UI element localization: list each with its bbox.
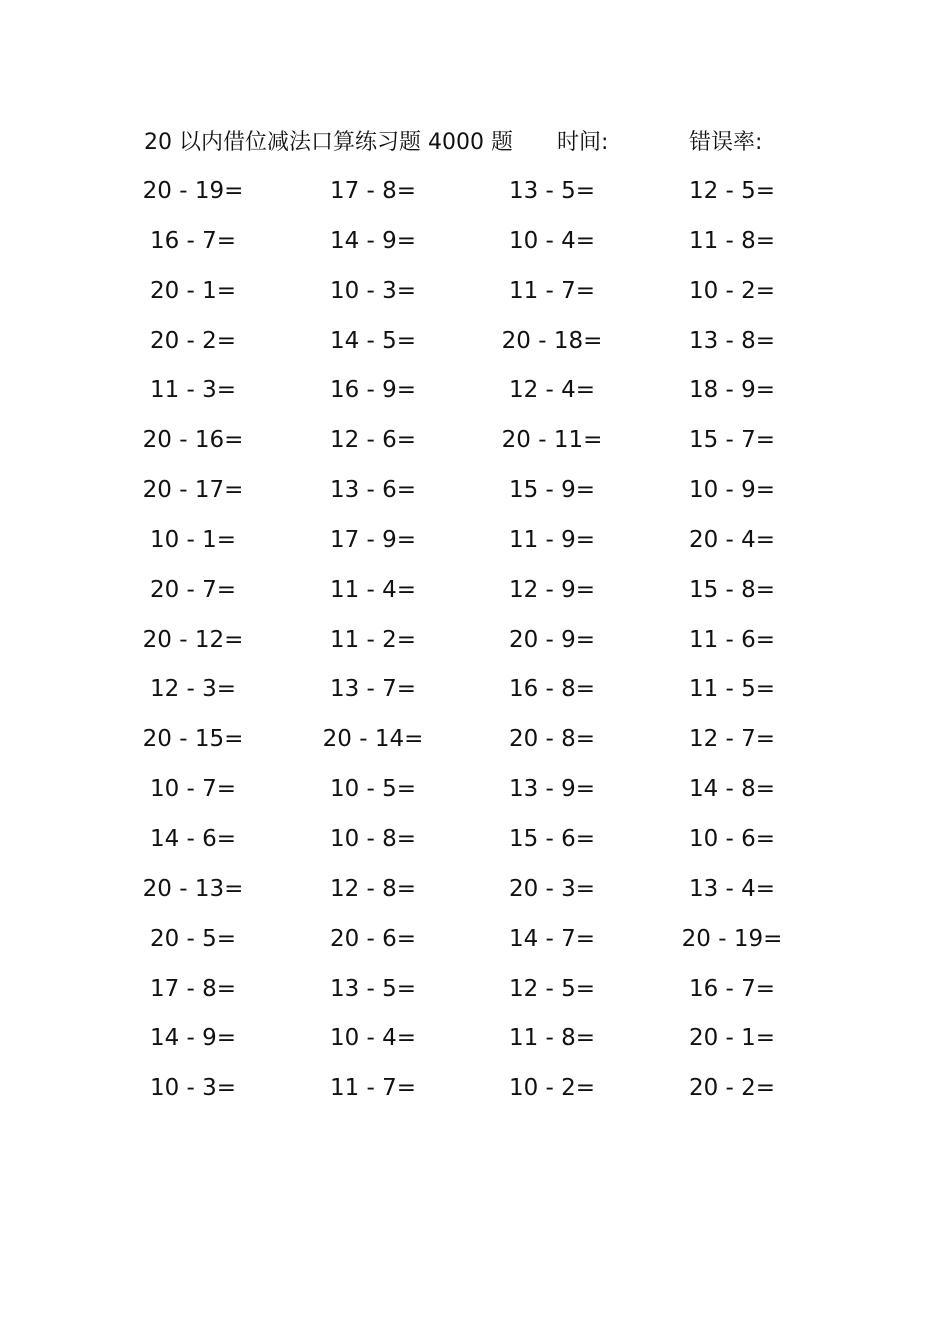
math-problem: 10 - 6= <box>688 825 776 852</box>
math-problem: 20 - 2= <box>149 327 237 354</box>
math-problem: 14 - 6= <box>149 825 237 852</box>
problem-row <box>0 623 950 673</box>
math-problem: 14 - 8= <box>688 776 776 803</box>
math-problem: 11 - 8= <box>508 1025 596 1052</box>
problem-row <box>0 573 950 623</box>
math-problem: 11 - 3= <box>149 377 237 404</box>
math-problem: 20 - 17= <box>142 477 244 504</box>
math-problem: 18 - 9= <box>688 377 776 404</box>
math-problem: 20 - 13= <box>142 875 244 902</box>
math-problem: 10 - 8= <box>329 825 417 852</box>
problem-row <box>0 822 950 872</box>
worksheet-header <box>144 126 844 160</box>
problem-row <box>0 672 950 722</box>
math-problem: 20 - 7= <box>149 576 237 603</box>
math-problem: 16 - 7= <box>149 227 237 254</box>
math-problem: 20 - 19= <box>142 178 244 204</box>
math-problem: 11 - 6= <box>688 626 776 653</box>
math-problem: 10 - 2= <box>508 1075 596 1102</box>
math-problem: 14 - 9= <box>329 227 417 254</box>
math-problem: 20 - 15= <box>142 726 244 753</box>
math-problem: 20 - 18= <box>501 327 603 354</box>
math-problem: 11 - 2= <box>329 626 417 653</box>
math-problem: 20 - 11= <box>501 427 603 454</box>
math-problem: 10 - 3= <box>329 277 417 304</box>
math-problem: 20 - 2= <box>688 1075 776 1102</box>
worksheet-title: 20 以内借位减法口算练习题 4000 题 <box>144 130 513 155</box>
math-problem: 12 - 8= <box>329 875 417 902</box>
math-problem: 12 - 4= <box>508 377 596 404</box>
problem-row <box>0 972 950 1022</box>
math-problem: 20 - 16= <box>142 427 244 454</box>
math-problem: 10 - 4= <box>329 1025 417 1052</box>
math-problem: 20 - 14= <box>322 726 424 753</box>
math-problem: 10 - 7= <box>149 776 237 803</box>
math-problem: 10 - 3= <box>149 1075 237 1102</box>
math-problem: 11 - 9= <box>508 526 596 553</box>
math-problem: 12 - 5= <box>688 178 776 204</box>
math-problem: 20 - 4= <box>688 526 776 553</box>
math-problem: 17 - 8= <box>329 178 417 204</box>
problem-row <box>0 1071 950 1121</box>
math-problem: 14 - 5= <box>329 327 417 354</box>
problem-row <box>0 174 950 224</box>
math-problem: 11 - 4= <box>329 576 417 603</box>
problem-row <box>0 324 950 374</box>
math-problem: 13 - 6= <box>329 477 417 504</box>
math-problem: 20 - 19= <box>681 925 783 952</box>
error-rate-label: 错误率: <box>689 130 763 155</box>
problem-row <box>0 922 950 972</box>
math-problem: 11 - 7= <box>329 1075 417 1102</box>
time-label: 时间: <box>557 130 609 155</box>
problem-row <box>0 423 950 473</box>
math-problem: 15 - 9= <box>508 477 596 504</box>
math-problem: 11 - 8= <box>688 227 776 254</box>
math-problem: 13 - 7= <box>329 676 417 703</box>
problem-row <box>0 722 950 772</box>
math-problem: 12 - 3= <box>149 676 237 703</box>
math-problem: 12 - 7= <box>688 726 776 753</box>
math-problem: 15 - 8= <box>688 576 776 603</box>
math-problem: 16 - 8= <box>508 676 596 703</box>
math-problem: 13 - 5= <box>329 975 417 1002</box>
math-problem: 20 - 1= <box>688 1025 776 1052</box>
math-problem: 10 - 4= <box>508 227 596 254</box>
math-problem: 12 - 9= <box>508 576 596 603</box>
math-problem: 10 - 9= <box>688 477 776 504</box>
math-problem: 17 - 9= <box>329 526 417 553</box>
math-problem: 20 - 9= <box>508 626 596 653</box>
problem-row <box>0 373 950 423</box>
math-problem: 20 - 3= <box>508 875 596 902</box>
math-problem: 15 - 6= <box>508 825 596 852</box>
problem-grid <box>0 174 950 1121</box>
math-problem: 20 - 1= <box>149 277 237 304</box>
problem-row <box>0 772 950 822</box>
problem-row <box>0 1021 950 1071</box>
problem-row <box>0 473 950 523</box>
problem-row <box>0 274 950 324</box>
math-problem: 11 - 7= <box>508 277 596 304</box>
math-problem: 13 - 8= <box>688 327 776 354</box>
math-problem: 10 - 1= <box>149 526 237 553</box>
problem-row <box>0 523 950 573</box>
math-problem: 14 - 7= <box>508 925 596 952</box>
math-problem: 13 - 5= <box>508 178 596 204</box>
math-problem: 10 - 2= <box>688 277 776 304</box>
math-problem: 15 - 7= <box>688 427 776 454</box>
math-problem: 20 - 6= <box>329 925 417 952</box>
math-problem: 20 - 8= <box>508 726 596 753</box>
math-problem: 13 - 4= <box>688 875 776 902</box>
math-problem: 13 - 9= <box>508 776 596 803</box>
math-problem: 12 - 6= <box>329 427 417 454</box>
math-problem: 10 - 5= <box>329 776 417 803</box>
problem-row <box>0 224 950 274</box>
math-problem: 20 - 12= <box>142 626 244 653</box>
math-problem: 16 - 7= <box>688 975 776 1002</box>
problem-row <box>0 872 950 922</box>
math-problem: 11 - 5= <box>688 676 776 703</box>
math-problem: 20 - 5= <box>149 925 237 952</box>
math-problem: 16 - 9= <box>329 377 417 404</box>
math-problem: 12 - 5= <box>508 975 596 1002</box>
math-problem: 17 - 8= <box>149 975 237 1002</box>
math-problem: 14 - 9= <box>149 1025 237 1052</box>
